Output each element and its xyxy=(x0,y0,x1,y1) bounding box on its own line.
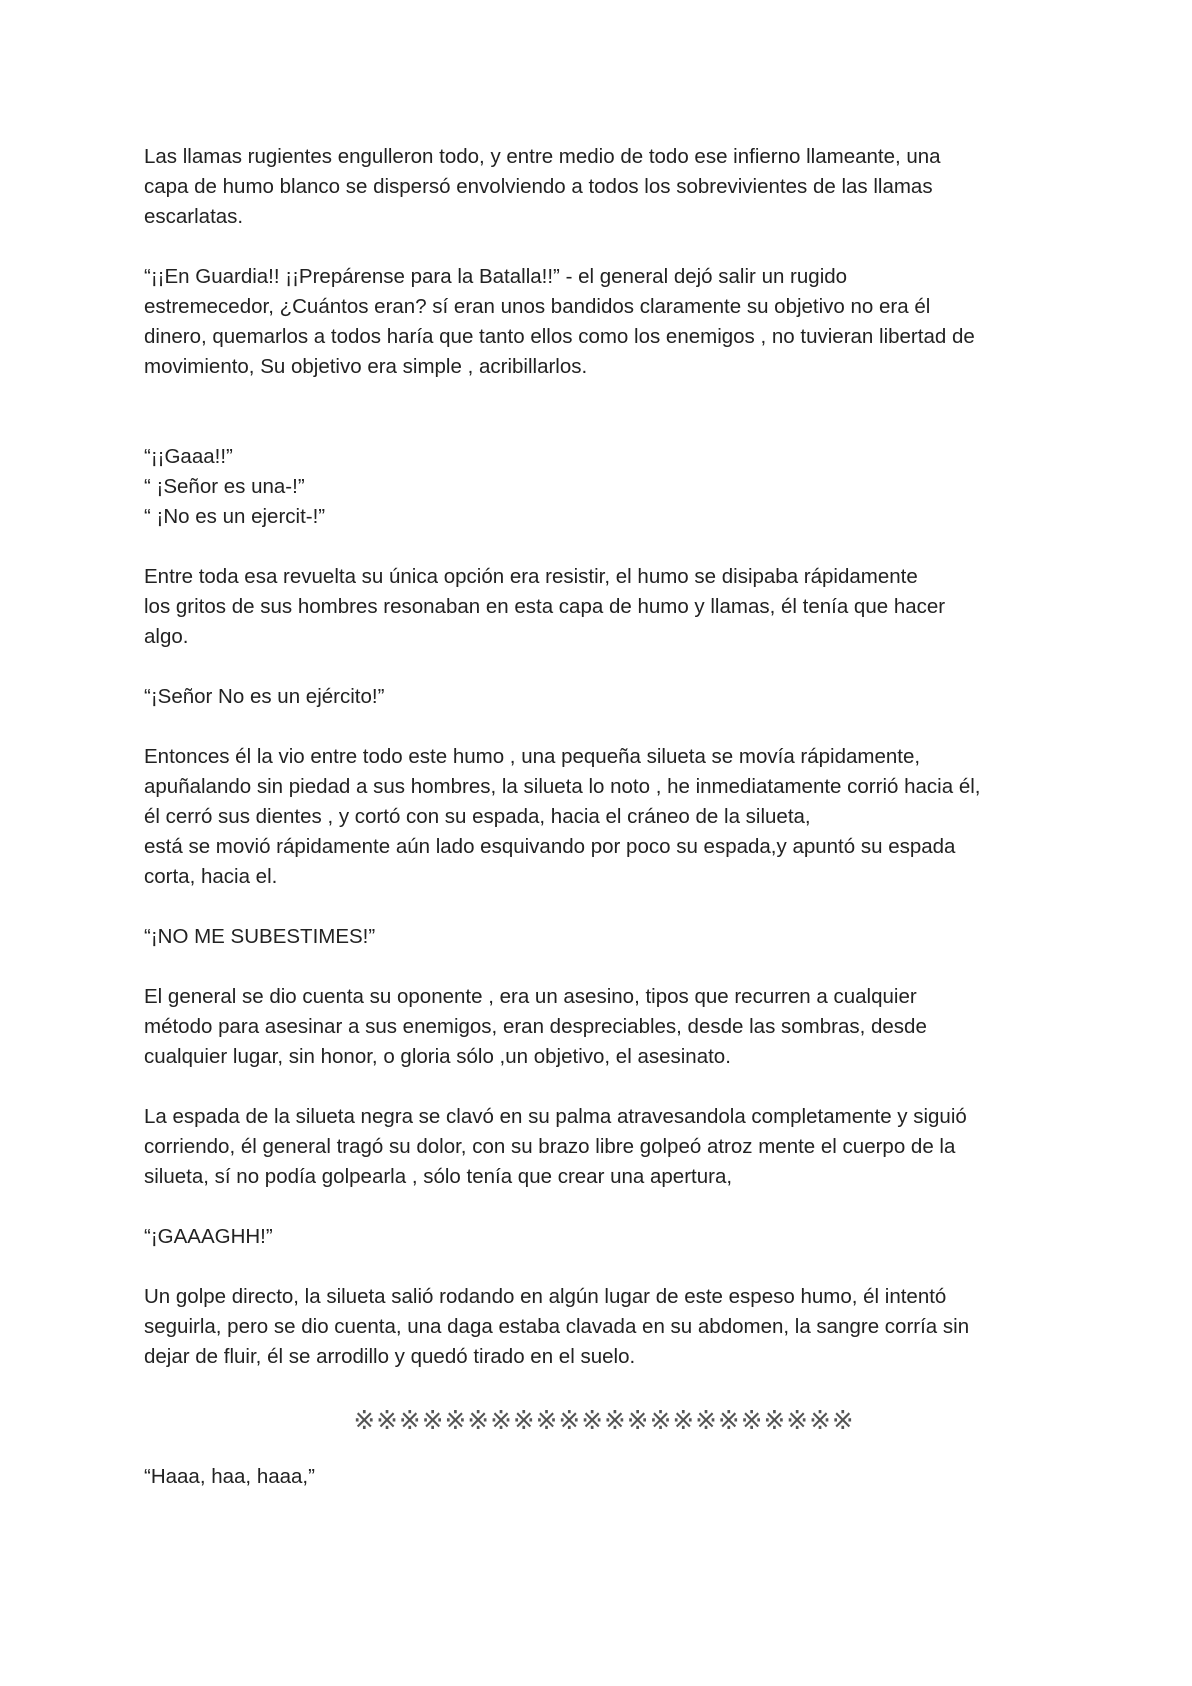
dialogue-line: “¡¡Gaaa!!” xyxy=(144,445,233,468)
text-line: Entre toda esa revuelta su única opción era resistir, el humo se disipaba rápidamente xyxy=(144,565,918,588)
text-line: método para asesinar a sus enemigos, eran despreciables, desde las sombras, desde xyxy=(144,1015,927,1038)
paragraph xyxy=(144,1102,1064,1192)
paragraph xyxy=(144,262,1064,382)
text-line: Entonces él la vio entre todo este humo , una pequeña silueta se movía rápidamente, xyxy=(144,745,921,768)
document-body xyxy=(144,142,1064,1522)
scene-separator: ※※※※※※※※※※※※※※※※※※※※※※ xyxy=(353,1406,855,1436)
text-line: está se movió rápidamente aún lado esquivando por poco su espada,y apuntó su espada xyxy=(144,835,956,858)
text-line: corta, hacia el. xyxy=(144,865,278,888)
text-line: apuñalando sin piedad a sus hombres, la silueta lo noto , he inmediatamente corrió hacia él, xyxy=(144,775,981,798)
text-line: estremecedor, ¿Cuántos eran? sí eran unos bandidos claramente su objetivo no era él xyxy=(144,295,931,318)
text-line: los gritos de sus hombres resonaban en esta capa de humo y llamas, él tenía que hacer xyxy=(144,595,946,618)
text-line: dejar de fluir, él se arrodillo y quedó tirado en el suelo. xyxy=(144,1345,636,1368)
dialogue-block xyxy=(144,442,1064,532)
dialogue-line: “ ¡Señor es una-!” xyxy=(144,475,305,498)
dialogue-block xyxy=(144,682,1064,712)
dialogue-block xyxy=(144,1462,1064,1492)
text-line: “¡¡En Guardia!! ¡¡Prepárense para la Batalla!!” - el general dejó salir un rugido xyxy=(144,265,848,288)
text-line: escarlatas. xyxy=(144,205,244,228)
dialogue-line: “Haaa, haa, haaa,” xyxy=(144,1465,315,1488)
paragraph xyxy=(144,1282,1064,1372)
text-line: cualquier lugar, sin honor, o gloria sólo ,un objetivo, el asesinato. xyxy=(144,1045,731,1068)
text-line: él cerró sus dientes , y cortó con su espada, hacia el cráneo de la silueta, xyxy=(144,805,811,828)
paragraph xyxy=(144,142,1064,232)
text-line: movimiento, Su objetivo era simple , acribillarlos. xyxy=(144,355,588,378)
text-line: El general se dio cuenta su oponente , era un asesino, tipos que recurren a cualquier xyxy=(144,985,917,1008)
dialogue-line: “¡NO ME SUBESTIMES!” xyxy=(144,925,376,948)
paragraph xyxy=(144,982,1064,1072)
text-line: silueta, sí no podía golpearla , sólo tenía que crear una apertura, xyxy=(144,1165,733,1188)
dialogue-line: “¡GAAAGHH!” xyxy=(144,1225,273,1248)
dialogue-block xyxy=(144,922,1064,952)
text-line: algo. xyxy=(144,625,189,648)
dialogue-block xyxy=(144,1222,1064,1252)
dialogue-line: “¡Señor No es un ejército!” xyxy=(144,685,385,708)
text-line: capa de humo blanco se dispersó envolviendo a todos los sobrevivientes de las llamas xyxy=(144,175,933,198)
paragraph xyxy=(144,562,1064,652)
text-line: seguirla, pero se dio cuenta, una daga estaba clavada en su abdomen, la sangre corría sin xyxy=(144,1315,970,1338)
paragraph xyxy=(144,742,1064,892)
text-line: Las llamas rugientes engulleron todo, y entre medio de todo ese infierno llameante, una xyxy=(144,145,941,168)
text-line: dinero, quemarlos a todos haría que tanto ellos como los enemigos , no tuvieran libertad de xyxy=(144,325,975,348)
dialogue-line: “ ¡No es un ejercit-!” xyxy=(144,505,326,528)
text-line: La espada de la silueta negra se clavó en su palma atravesandola completamente y siguió xyxy=(144,1105,967,1128)
text-line: corriendo, él general tragó su dolor, con su brazo libre golpeó atroz mente el cuerpo de la xyxy=(144,1135,956,1158)
text-line: Un golpe directo, la silueta salió rodando en algún lugar de este espeso humo, él intentó xyxy=(144,1285,947,1308)
